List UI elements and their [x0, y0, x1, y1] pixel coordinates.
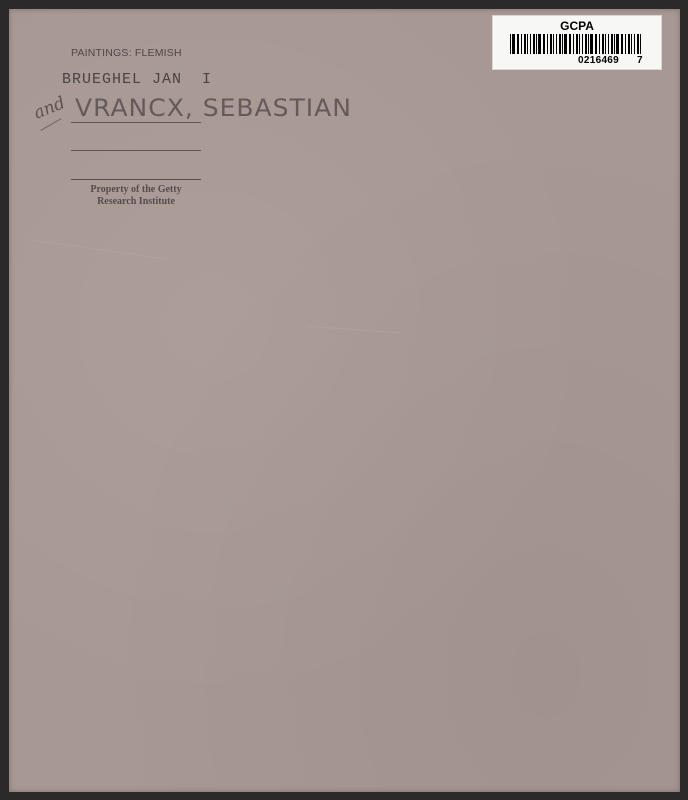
- ownership-stamp: [71, 184, 201, 208]
- barcode-bar: [550, 34, 552, 54]
- barcode-bar: [637, 34, 639, 54]
- stamp-line-2: Research Institute: [97, 196, 175, 207]
- stamp-line-1: Property of the Getty: [90, 184, 182, 195]
- barcode-bar: [621, 34, 623, 54]
- barcode-bar: [599, 34, 600, 54]
- paper-scuff: [30, 239, 169, 259]
- barcode-bar: [585, 34, 587, 54]
- barcode-bar: [559, 34, 561, 54]
- barcode-bar: [573, 34, 574, 54]
- barcode-bar: [510, 34, 511, 54]
- barcode-bar: [530, 34, 531, 54]
- barcode-bar: [611, 34, 613, 54]
- barcode-bar: [608, 34, 609, 54]
- barcode-bar: [590, 34, 593, 54]
- archive-card: [9, 9, 680, 792]
- category-label: PAINTINGS: FLEMISH: [71, 47, 182, 59]
- barcode-bar: [588, 34, 589, 54]
- barcode-bar: [628, 34, 630, 54]
- barcode-bar: [605, 34, 606, 54]
- barcode-bar: [533, 34, 535, 54]
- handwritten-prefix: and: [31, 93, 69, 124]
- stamp-top-line: [71, 179, 201, 180]
- barcode-bar: [562, 34, 563, 54]
- typed-artist-name: BRUEGHEL JAN I: [62, 71, 213, 88]
- barcode-icon: [510, 34, 644, 54]
- barcode-bar: [524, 34, 526, 54]
- barcode-bar: [543, 34, 545, 54]
- barcode-bar: [564, 34, 567, 54]
- barcode-bar: [579, 34, 580, 54]
- barcode-bar: [625, 34, 626, 54]
- barcode-bar: [547, 34, 548, 54]
- barcode-label: [492, 15, 662, 70]
- barcode-bar: [553, 34, 554, 54]
- barcode-bar: [602, 34, 604, 54]
- barcode-check-digit: 7: [637, 55, 643, 66]
- barcode-bar: [631, 34, 632, 54]
- barcode-bar: [512, 34, 515, 54]
- barcode-bar: [595, 34, 597, 54]
- barcode-bar: [640, 34, 641, 54]
- barcode-bar: [536, 34, 537, 54]
- barcode-bar: [527, 34, 528, 54]
- barcode-bar: [582, 34, 583, 54]
- barcode-bar: [616, 34, 619, 54]
- entry-line-1: [71, 122, 201, 123]
- barcode-bar: [521, 34, 522, 54]
- barcode-bar: [569, 34, 571, 54]
- barcode-bar: [576, 34, 578, 54]
- paper-scuff: [309, 326, 399, 333]
- barcode-bar: [538, 34, 541, 54]
- barcode-bar: [634, 34, 635, 54]
- entry-line-2: [71, 150, 201, 151]
- barcode-number: 0216469: [578, 55, 620, 66]
- barcode-bar: [614, 34, 615, 54]
- handwritten-artist-name: VRANCX, SEBASTIAN: [75, 94, 352, 122]
- barcode-bar: [517, 34, 519, 54]
- barcode-bar: [556, 34, 557, 54]
- barcode-collection-code: GCPA: [560, 19, 594, 33]
